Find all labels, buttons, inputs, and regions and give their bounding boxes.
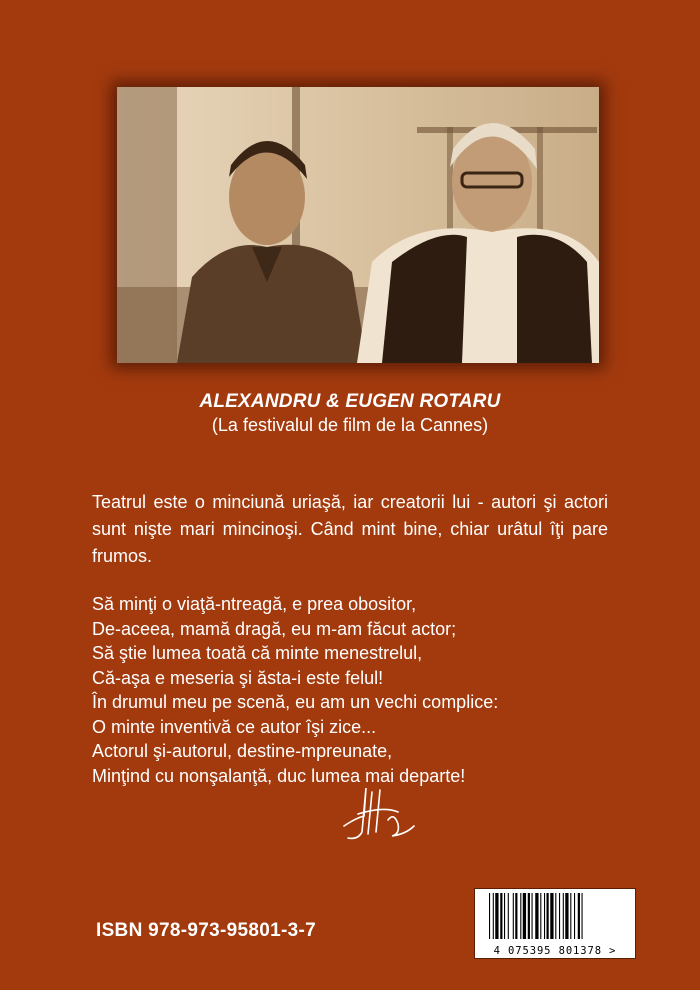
poem-line: Să minţi o viaţă-ntreagă, e prea obositor, (92, 594, 417, 614)
poem-line: De-aceea, mamă dragă, eu m-am făcut actor; (92, 618, 457, 639)
barcode-digits: 4 075395 801378 > (493, 945, 617, 957)
poem-line: Actorul şi-autorul, destine-mpreunate, (92, 741, 393, 761)
author-photo (117, 87, 599, 363)
poem-line: Minţind cu nonşalanţă, duc lumea mai departe! (92, 765, 466, 786)
poem-line: În drumul meu pe scenă, eu am un vechi complice: (92, 692, 499, 712)
author-signature (336, 778, 426, 848)
poem (92, 592, 612, 788)
poem-line: Că-aşa e meseria şi ăsta-i este felul! (92, 667, 384, 688)
intro-paragraph: Teatrul este o minciună uriaşă, iar creatorii lui - autori şi actori sunt nişte mari mincinoşi. Când mint bine, chiar urâtul îţi pare frumos. (92, 492, 608, 566)
isbn-number: ISBN 978-973-95801-3-7 (96, 920, 316, 941)
photo-caption-names: ALEXANDRU & EUGEN ROTARU (199, 391, 501, 412)
poem-line: Să ştie lumea toată că minte menestrelul, (92, 643, 423, 663)
barcode-bars (475, 889, 635, 945)
isbn-barcode (474, 888, 636, 959)
photo-caption-subtitle: (La festivalul de film de la Cannes) (211, 415, 489, 435)
poem-line: O minte inventivă ce autor îşi zice... (92, 716, 377, 737)
